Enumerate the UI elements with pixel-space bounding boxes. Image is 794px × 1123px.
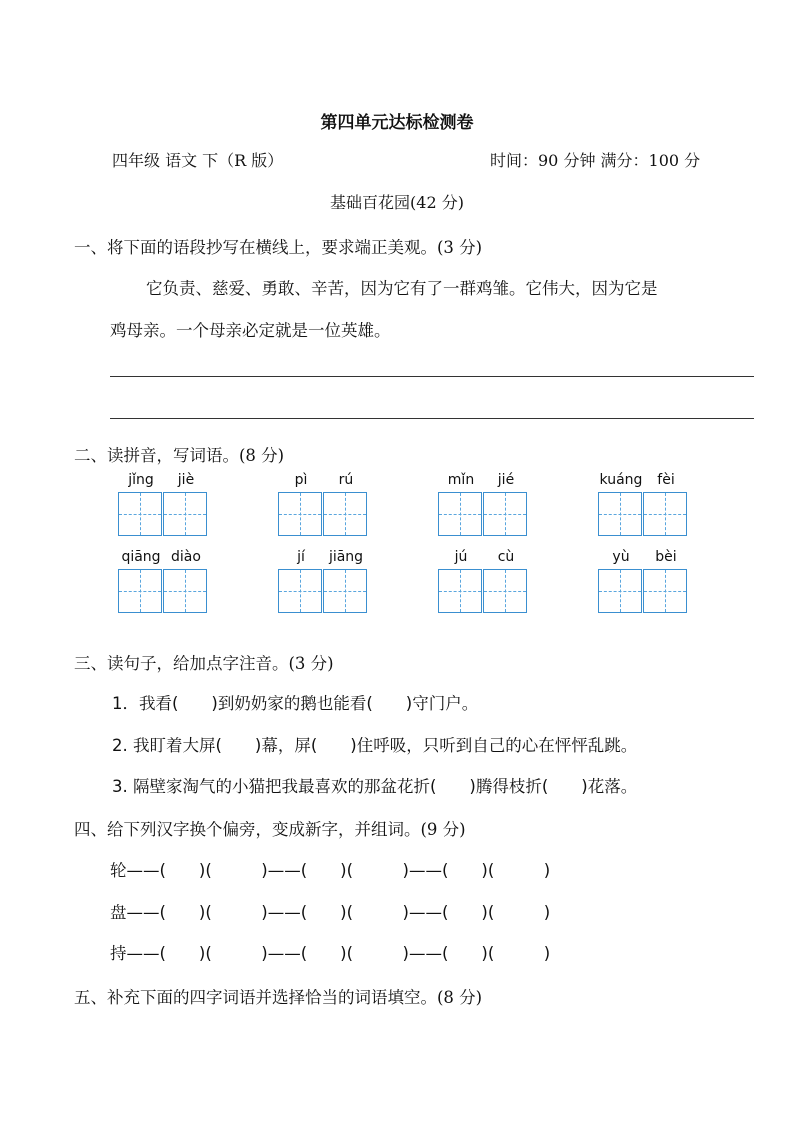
question-3-heading: 三、读句子，给加点字注音。(3 分): [74, 654, 334, 673]
pinyin-label: mǐn: [447, 472, 475, 488]
pinyin-label: diào: [171, 549, 201, 565]
tianzige-box[interactable]: [323, 492, 367, 536]
pinyin-label: jǐng: [128, 472, 154, 488]
tianzige-box[interactable]: [118, 492, 162, 536]
tianzige-box[interactable]: [278, 492, 322, 536]
time-info: 时间：90 分钟 满分：100 分: [490, 151, 701, 170]
pinyin-label: jié: [497, 472, 515, 488]
tianzige-box[interactable]: [598, 492, 642, 536]
pinyin-label: jiāng: [328, 549, 364, 565]
passage-line-1: 它负责、慈爱、勇敢、辛苦，因为它有了一群鸡雏。它伟大，因为它是: [146, 279, 658, 298]
pinyin-label: jiè: [177, 472, 195, 488]
grade-info: 四年级 语文 下（R 版）: [112, 151, 284, 170]
tianzige-box[interactable]: [118, 569, 162, 613]
pinyin-label: qiāng: [121, 549, 161, 565]
writing-line-2[interactable]: [110, 418, 754, 419]
tianzige-box[interactable]: [278, 569, 322, 613]
radical-row-1[interactable]: 轮——( )( )——( )( )——( )( ): [110, 861, 551, 880]
question-5-heading: 五、补充下面的四字词语并选择恰当的词语填空。(8 分): [74, 988, 483, 1007]
tianzige-box[interactable]: [163, 569, 207, 613]
tianzige-box[interactable]: [483, 569, 527, 613]
radical-row-3[interactable]: 持——( )( )——( )( )——( )( ): [110, 944, 551, 963]
tianzige-box[interactable]: [643, 492, 687, 536]
pinyin-label: yù: [612, 549, 630, 565]
tianzige-box[interactable]: [163, 492, 207, 536]
tianzige-box[interactable]: [643, 569, 687, 613]
tianzige-box[interactable]: [438, 492, 482, 536]
sentence-1: 1．我看( )到奶奶家的鹅也能看( )守门户。: [112, 694, 479, 713]
pinyin-label: cù: [497, 549, 515, 565]
radical-row-2[interactable]: 盘——( )( )——( )( )——( )( ): [110, 903, 551, 922]
tianzige-box[interactable]: [323, 569, 367, 613]
question-4-heading: 四、给下列汉字换个偏旁，变成新字，并组词。(9 分): [74, 820, 466, 839]
section-title: 基础百花园(42 分): [330, 193, 464, 212]
pinyin-label: bèi: [655, 549, 677, 565]
sentence-3: 3. 隔壁家淘气的小猫把我最喜欢的那盆花折( )腾得枝折( )花落。: [112, 777, 638, 796]
writing-line-1[interactable]: [110, 376, 754, 377]
pinyin-label: jí: [297, 549, 305, 565]
sentence-2: 2. 我盯着大屏( )幕，屏( )住呼吸，只听到自己的心在怦怦乱跳。: [112, 736, 638, 755]
pinyin-label: fèi: [657, 472, 675, 488]
tianzige-box[interactable]: [598, 569, 642, 613]
pinyin-label: jú: [454, 549, 468, 565]
pinyin-label: kuáng: [599, 472, 643, 488]
question-1-heading: 一、将下面的语段抄写在横线上，要求端正美观。(3 分): [74, 238, 483, 257]
question-2-heading: 二、读拼音，写词语。(8 分): [74, 446, 285, 465]
tianzige-box[interactable]: [438, 569, 482, 613]
pinyin-label: rú: [338, 472, 354, 488]
pinyin-label: pì: [294, 472, 308, 488]
page-title: 第四单元达标检测卷: [320, 113, 474, 133]
passage-line-2: 鸡母亲。一个母亲必定就是一位英雄。: [110, 321, 391, 340]
tianzige-box[interactable]: [483, 492, 527, 536]
